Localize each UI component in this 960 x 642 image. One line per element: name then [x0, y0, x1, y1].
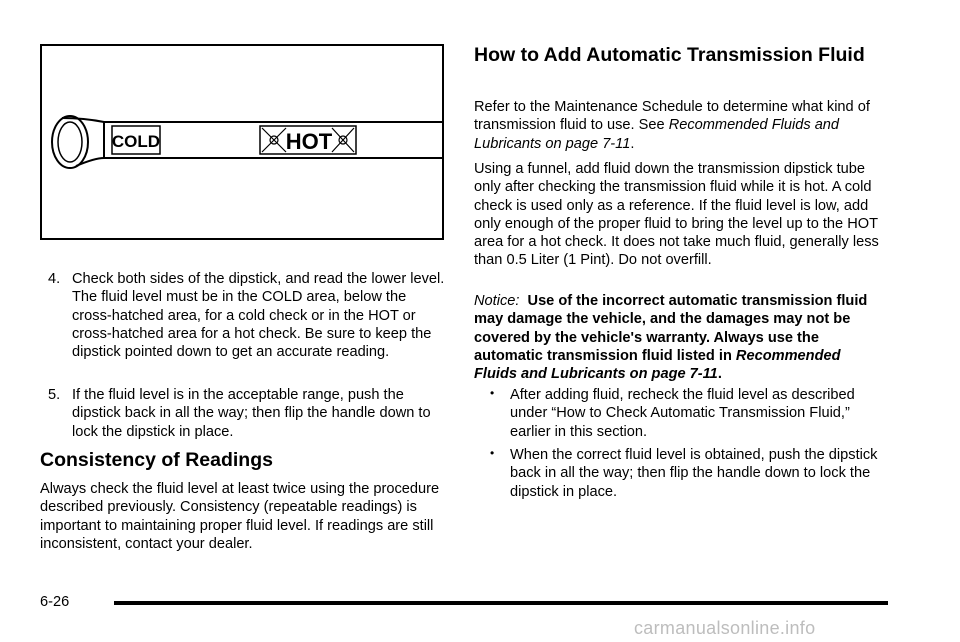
- step-5: [48, 386, 446, 441]
- cold-label: COLD: [111, 132, 161, 151]
- consistency-paragraph: Always check the fluid level at least twice using the procedure described previously. Consistency (repeatable readings) is important to maintaining proper fluid level. If readings are still inconsistent, contact your dealer.: [40, 481, 440, 552]
- notice-text: Use of the incorrect automatic transmission fluid may damage the vehicle, and the damages may not be covered by the vehicle's warranty. Always use the automatic transmission fluid listed in: [474, 293, 868, 364]
- bullet-item: [490, 386, 890, 441]
- footer-rule: [114, 601, 888, 605]
- dipstick-figure: [40, 44, 444, 240]
- refer-link[interactable]: Recommended Fluids and Lubricants on page 7-11: [474, 117, 840, 152]
- bullet-text: When the correct fluid level is obtained, push the dipstick back in all the way; then flip the handle down to lock the dipstick in place.: [510, 447, 878, 500]
- section-heading-add-fluid: How to Add Automatic Transmission Fluid: [474, 44, 865, 66]
- step-4: [48, 270, 446, 361]
- bullet-text: After adding fluid, recheck the fluid level as described under “How to Check Automatic Transmission Fluid,” earlier in this section.: [510, 387, 855, 440]
- watermark: carmanualsonline.info: [634, 618, 816, 638]
- bullet-icon: •: [490, 386, 495, 400]
- refer-paragraph: [474, 98, 884, 153]
- notice-link[interactable]: Recommended Fluids and Lubricants on page 7-11: [474, 347, 841, 383]
- step-number: 4.: [48, 271, 61, 287]
- step-text: Check both sides of the dipstick, and read the lower level. The fluid level must be in the COLD area, below the cross-hatched area, for a cold check or in the HOT or cross-hatched area for a hot check. Be sure to keep the dipstick pointed down to get an accurate reading.: [72, 271, 445, 361]
- page-number: 6-26: [40, 594, 70, 610]
- notice-end: .: [717, 366, 722, 383]
- step-text: If the fluid level is in the acceptable range, push the dipstick back in all the way; then flip the handle down to lock the dipstick in place.: [72, 387, 431, 440]
- notice-label: Notice:: [474, 293, 520, 309]
- funnel-paragraph: Using a funnel, add fluid down the transmission dipstick tube only after checking the transmission fluid while it is hot. A cold check is used only as a reference. If the fluid level is low, add only enough of the proper fluid to bring the level up to the HOT area for a hot check. It does not take much fluid, generally less than 0.5 Liter (1 Pint). Do not overfill.: [474, 161, 879, 269]
- section-heading-consistency: Consistency of Readings: [40, 449, 273, 471]
- bullet-icon: •: [490, 446, 495, 460]
- dipstick-illustration: [42, 46, 446, 242]
- notice-paragraph: [474, 292, 886, 383]
- hot-label: HOT: [285, 129, 333, 154]
- step-number: 5.: [48, 387, 61, 403]
- bullet-item: [490, 446, 890, 501]
- refer-end: .: [630, 135, 635, 152]
- refer-text: Refer to the Maintenance Schedule to determine what kind of transmission fluid to use. See: [474, 99, 870, 134]
